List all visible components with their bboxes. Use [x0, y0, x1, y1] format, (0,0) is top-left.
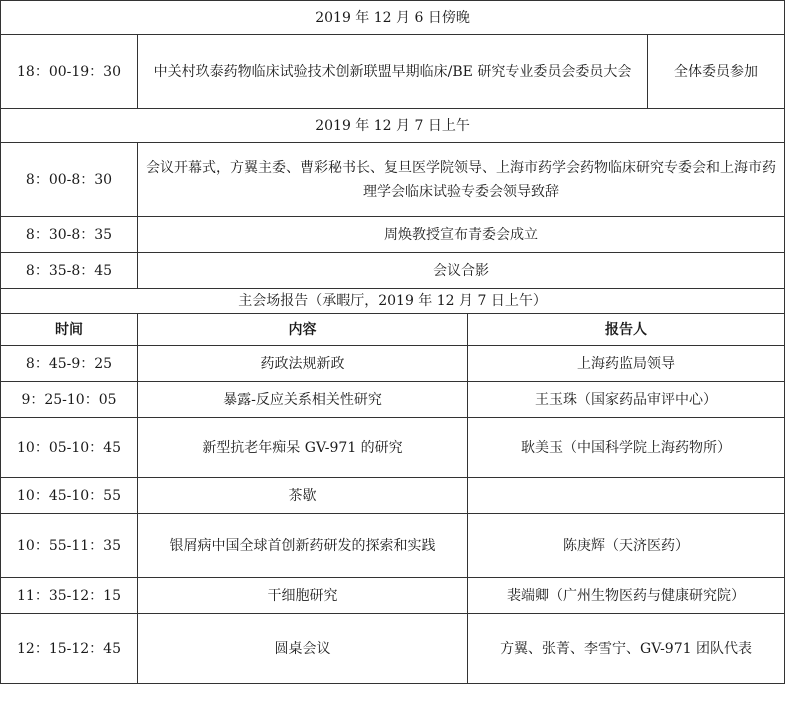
speaker-cell: 耿美玉（中国科学院上海药物所）	[468, 418, 785, 478]
column-header-speaker: 报告人	[468, 314, 785, 346]
speaker-cell: 陈庚辉（天济医药）	[468, 514, 785, 578]
time-cell: 10：45-10：55	[1, 478, 138, 514]
content-cell: 干细胞研究	[138, 578, 468, 614]
time-cell: 8：45-9：25	[1, 346, 138, 382]
time-cell: 10：55-11：35	[1, 514, 138, 578]
table-row	[1, 217, 785, 253]
table-row	[1, 143, 785, 217]
time-cell: 10：05-10：45	[1, 418, 138, 478]
table-row	[1, 253, 785, 289]
speaker-cell: 裴端卿（广州生物医药与健康研究院）	[468, 578, 785, 614]
column-header-time: 时间	[1, 314, 138, 346]
content-cell: 银屑病中国全球首创新药研发的探索和实践	[138, 514, 468, 578]
time-cell: 8：35-8：45	[1, 253, 138, 289]
note-cell: 全体委员参加	[648, 35, 785, 109]
time-cell: 18：00-19：30	[1, 35, 138, 109]
table-row	[1, 478, 785, 514]
time-cell: 8：00-8：30	[1, 143, 138, 217]
content-cell: 圆桌会议	[138, 614, 468, 684]
content-cell: 茶歇	[138, 478, 468, 514]
day2-heading-row	[1, 109, 785, 143]
day2-heading: 2019 年 12 月 7 日上午	[1, 109, 785, 143]
table-row	[1, 614, 785, 684]
content-cell: 会议开幕式，方翼主委、曹彩秘书长、复旦医学院领导、上海市药学会药物临床研究专委会和上海市药理学会临床试验专委会领导致辞	[138, 143, 785, 217]
content-cell: 周焕教授宣布青委会成立	[138, 217, 785, 253]
day1-heading-row	[1, 1, 785, 35]
speaker-cell: 王玉珠（国家药品审评中心）	[468, 382, 785, 418]
speaker-cell	[468, 478, 785, 514]
table-row	[1, 578, 785, 614]
content-cell: 暴露-反应关系相关性研究	[138, 382, 468, 418]
content-cell: 新型抗老年痴呆 GV-971 的研究	[138, 418, 468, 478]
table-row	[1, 346, 785, 382]
main-session-heading: 主会场报告（承暇厅，2019 年 12 月 7 日上午）	[1, 289, 785, 314]
table-row	[1, 514, 785, 578]
column-header-content: 内容	[138, 314, 468, 346]
content-cell: 会议合影	[138, 253, 785, 289]
time-cell: 9：25-10：05	[1, 382, 138, 418]
table-row	[1, 35, 785, 109]
day1-heading: 2019 年 12 月 6 日傍晚	[1, 1, 785, 35]
table-row	[1, 418, 785, 478]
main-session-heading-row	[1, 289, 785, 314]
speaker-cell: 方翼、张菁、李雪宁、GV-971 团队代表	[468, 614, 785, 684]
table-row	[1, 382, 785, 418]
speaker-cell: 上海药监局领导	[468, 346, 785, 382]
time-cell: 11：35-12：15	[1, 578, 138, 614]
content-cell: 药政法规新政	[138, 346, 468, 382]
time-cell: 12：15-12：45	[1, 614, 138, 684]
time-cell: 8：30-8：35	[1, 217, 138, 253]
column-header-row	[1, 314, 785, 346]
content-cell: 中关村玖泰药物临床试验技术创新联盟早期临床/BE 研究专业委员会委员大会	[138, 35, 648, 109]
